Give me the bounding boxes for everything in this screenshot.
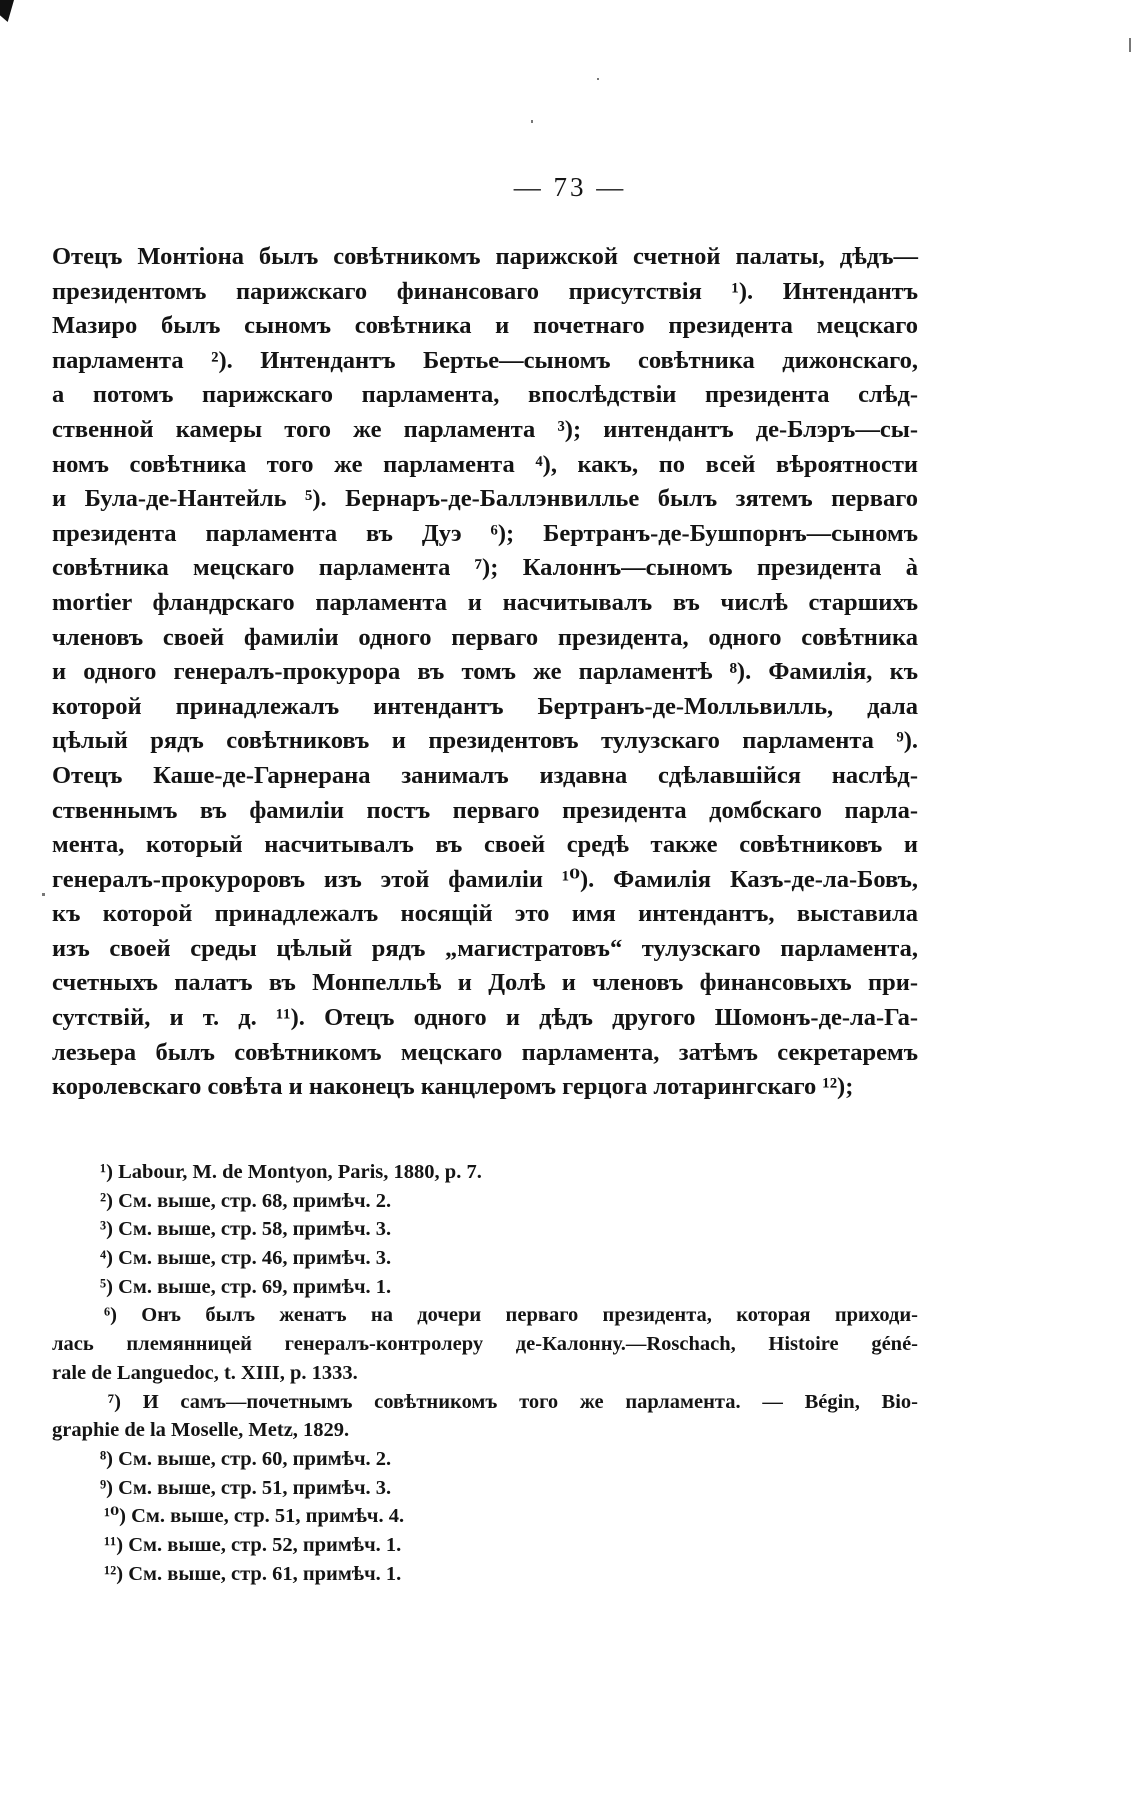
text-line: совѣтника мецскаго парламента ⁷); Калоннъ—сыномъ президента à (52, 554, 918, 582)
text-line: Отецъ Монтіона былъ совѣтникомъ парижской счетной палаты, дѣдъ— (52, 243, 918, 270)
footnote: ¹¹) См. выше, стр. 52, примѣч. 1. (104, 1533, 402, 1556)
page-number: — 73 — (513, 172, 627, 202)
text-line: ственнымъ въ фамиліи постъ перваго президента домбскаго парла- (52, 796, 918, 824)
scan-corner-mark (0, 0, 14, 22)
footnote-continuation: graphie de la Moselle, Metz, 1829. (52, 1419, 350, 1442)
text-line: президентомъ парижскаго финансоваго присутствія ¹). Интендантъ (52, 277, 918, 305)
footnote: ⁵) См. выше, стр. 69, примѣч. 1. (100, 1275, 392, 1298)
text-line: и одного генералъ-прокурора въ томъ же парламентѣ ⁸). Фамилія, къ (52, 658, 918, 686)
scan-speck (1129, 38, 1131, 52)
footnote-continuation: rale de Languedoc, t. XIII, p. 1333. (52, 1361, 358, 1384)
text-line: которой принадлежалъ интендантъ Бертранъ-де-Молльвилль, дала (52, 692, 918, 720)
text-line: цѣлый рядъ совѣтниковъ и президентовъ тулузскаго парламента ⁹). (52, 727, 918, 755)
text-line: лезьера былъ совѣтникомъ мецскаго парламента, затѣмъ секретаремъ (52, 1038, 918, 1066)
footnote: ⁹) См. выше, стр. 51, примѣч. 3. (100, 1476, 392, 1499)
footnotes (52, 1158, 918, 1588)
text-line: президента парламента въ Дуэ ⁶); Бертранъ-де-Бушпорнъ—сыномъ (52, 519, 918, 547)
text-line: сутствій, и т. д. ¹¹). Отецъ одного и дѣдъ другого Шомонъ-де-ла-Га- (52, 1004, 918, 1032)
text-line: а потомъ парижскаго парламента, впослѣдствіи президента слѣд- (52, 381, 918, 409)
footnote-continuation: лась племянницей генералъ-контролеру де-Калонну.—Roschach, Histoire géné- (52, 1333, 918, 1356)
text-line: номъ совѣтника того же парламента ⁴), какъ, по всей вѣроятности (52, 450, 918, 478)
footnote: ¹²) См. выше, стр. 61, примѣч. 1. (104, 1562, 402, 1585)
text-line: королевскаго совѣта и наконецъ канцлеромъ герцога лотарингскаго ¹²); (52, 1073, 854, 1101)
text-line: парламента ²). Интендантъ Бертье—сыномъ совѣтника дижонскаго, (52, 346, 918, 374)
footnote: ⁸) См. выше, стр. 60, примѣч. 2. (100, 1447, 392, 1470)
text-line: членовъ своей фамиліи одного перваго президента, одного совѣтника (52, 623, 918, 651)
scan-speck (531, 120, 533, 123)
text-line: Отецъ Каше-де-Гарнерана занималъ издавна сдѣлавшійся наслѣд- (52, 761, 918, 789)
text-line: mortier фландрскаго парламента и насчитывалъ въ числѣ старшихъ (52, 588, 918, 616)
footnote: ⁴) См. выше, стр. 46, примѣч. 3. (100, 1247, 392, 1270)
footnote: ²) См. выше, стр. 68, примѣч. 2. (100, 1189, 392, 1212)
body-text (52, 240, 918, 1105)
text-line: счетныхъ палатъ въ Монпелльѣ и Долѣ и членовъ финансовыхъ при- (52, 969, 918, 997)
text-line: мента, который насчитывалъ въ своей средѣ также совѣтниковъ и (52, 831, 918, 859)
footnote: ⁷) И самъ—почетнымъ совѣтникомъ того же парламента. — Bégin, Bio- (108, 1390, 918, 1413)
footnote: ³) См. выше, стр. 58, примѣч. 3. (100, 1218, 392, 1241)
text-line: и Була-де-Нантейль ⁵). Бернаръ-де-Баллэнвиллье былъ зятемъ перваго (52, 485, 918, 513)
text-line: генералъ-прокуроровъ изъ этой фамиліи ¹⁰). Фамилія Казъ-де-ла-Бовъ, (52, 865, 918, 893)
footnote: ⁶) Онъ былъ женатъ на дочери перваго президента, которая приходи- (104, 1304, 918, 1327)
scan-speck (597, 78, 599, 80)
text-line: къ которой принадлежалъ носящій это имя интендантъ, выставила (52, 900, 918, 928)
text-line: Мазиро былъ сыномъ совѣтника и почетнаго президента мецскаго (52, 312, 918, 340)
text-line: изъ своей среды цѣлый рядъ „магистратовъ“ тулузскаго парламента, (52, 934, 918, 962)
scan-speck (42, 893, 45, 896)
footnote: ¹⁰) См. выше, стр. 51, примѣч. 4. (104, 1505, 405, 1528)
text-line: ственной камеры того же парламента ³); интендантъ де-Блэръ—сы- (52, 415, 918, 443)
footnote: ¹) Labour, M. de Montyon, Paris, 1880, p. 7. (100, 1161, 482, 1183)
